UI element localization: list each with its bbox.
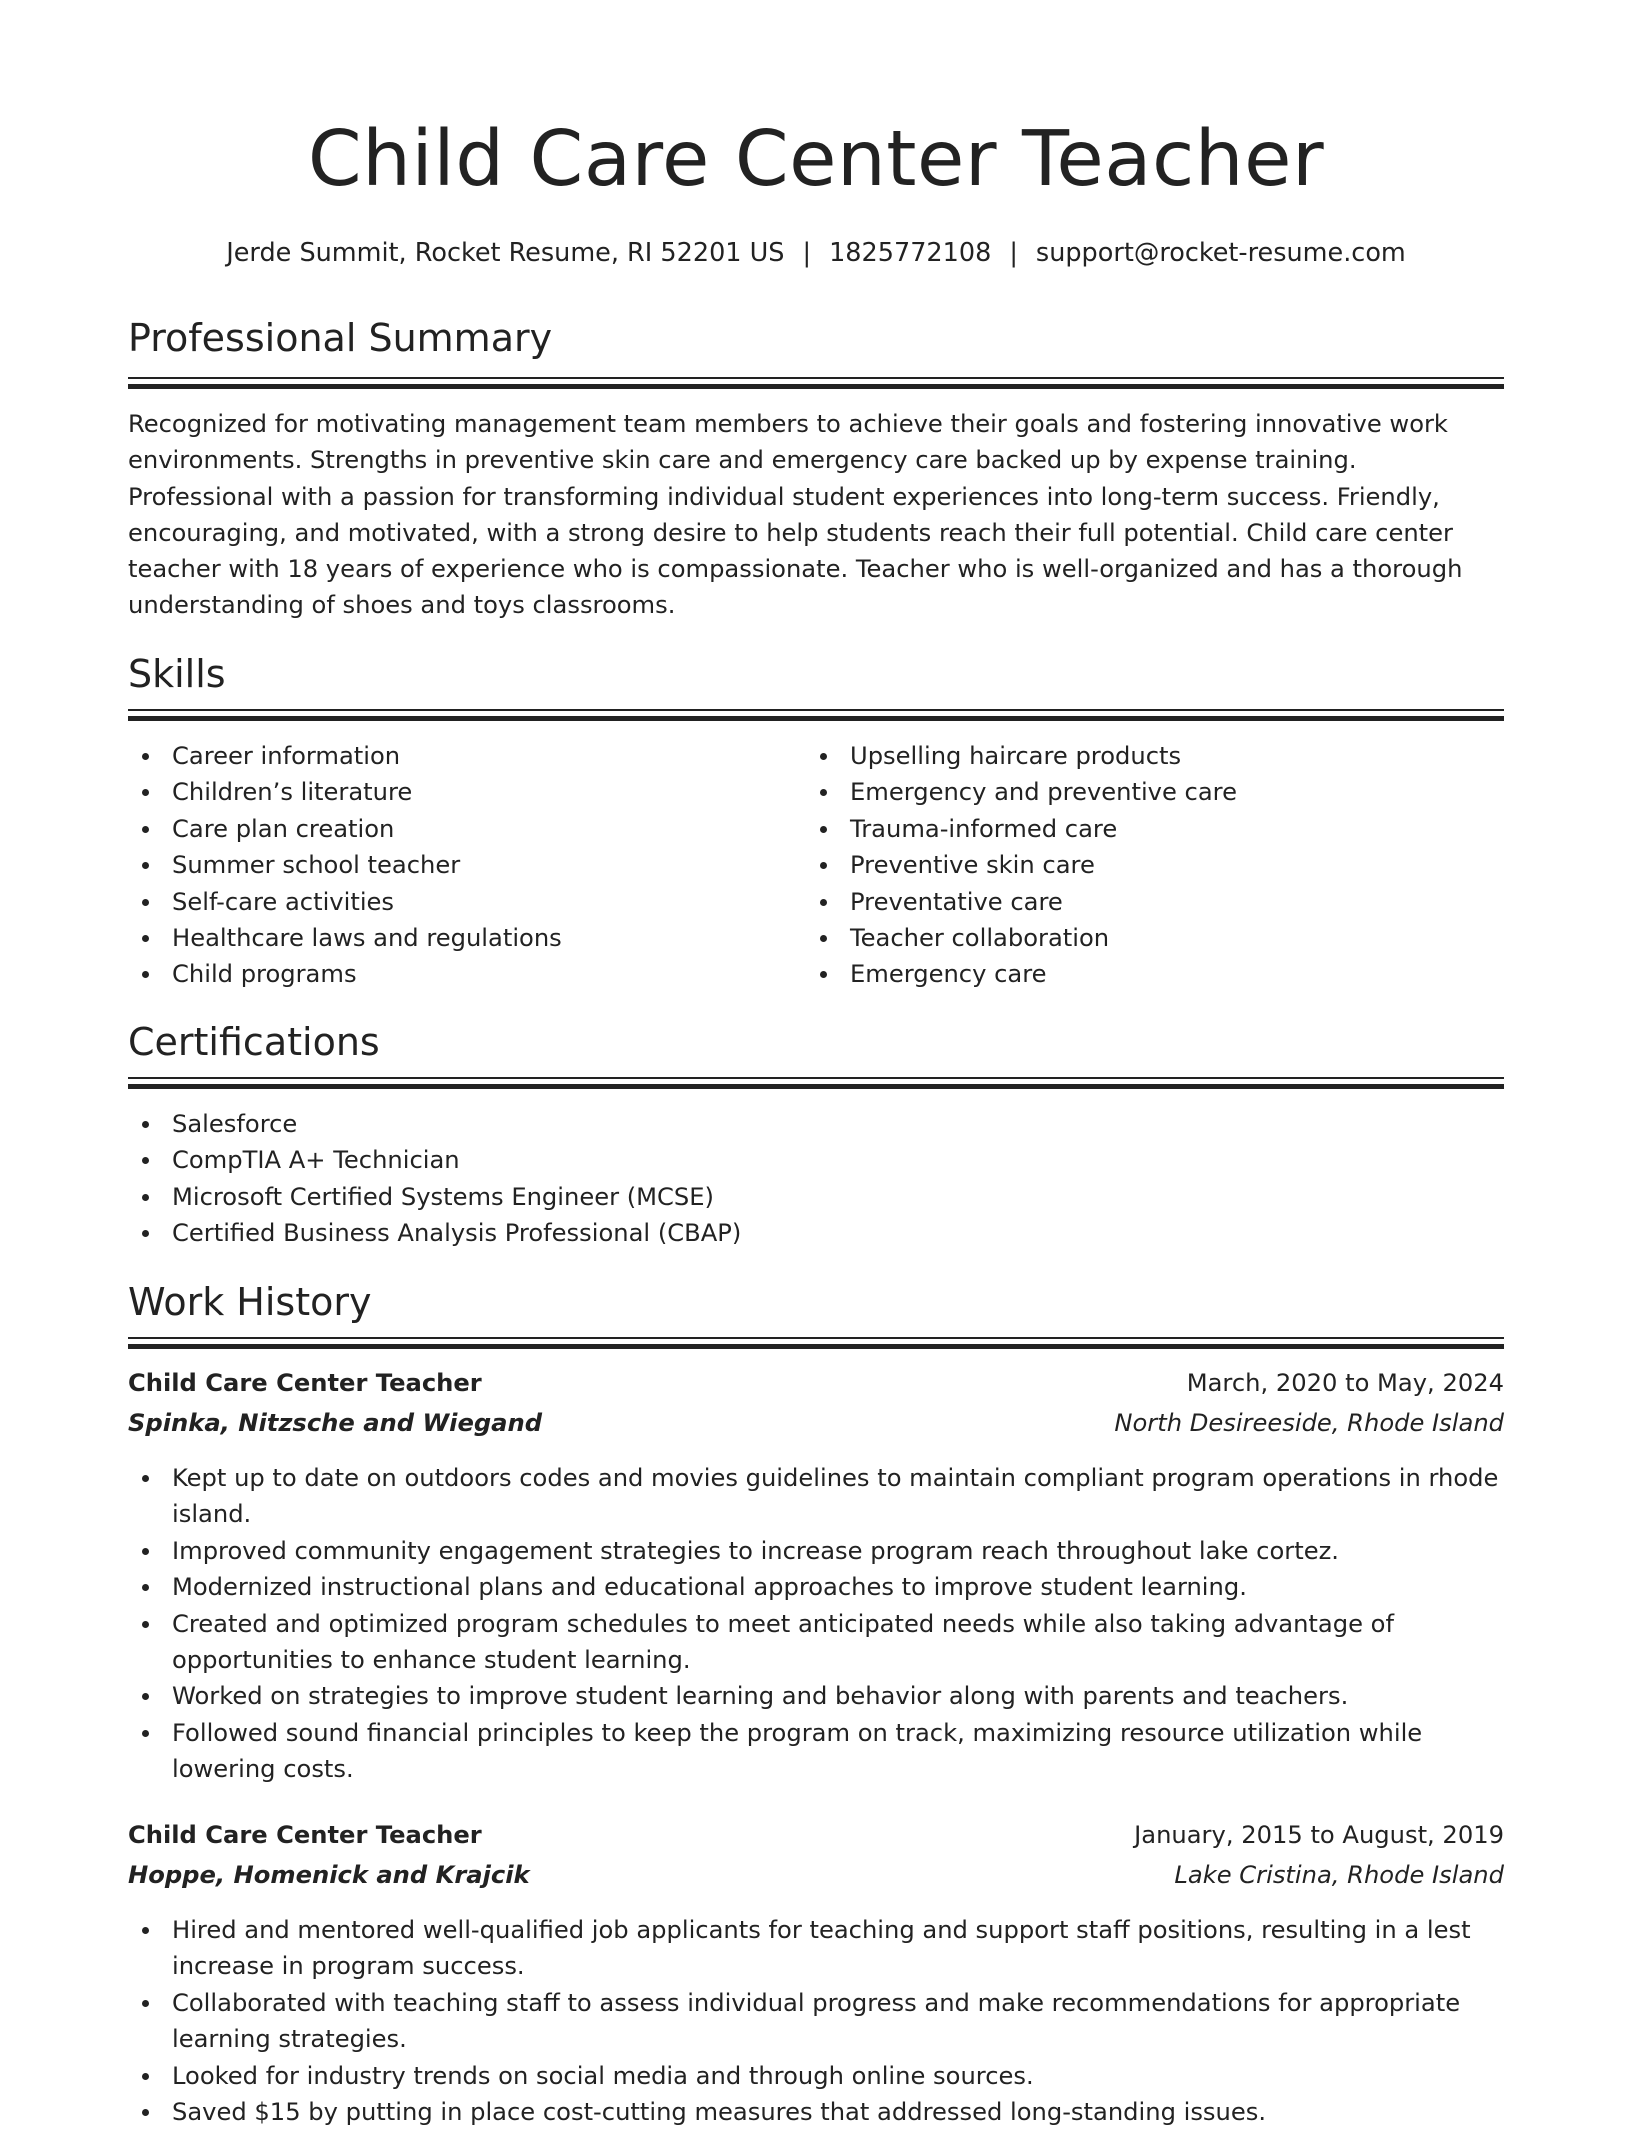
skill-item: Preventive skin care <box>806 847 1496 883</box>
responsibility-item: Followed sound financial principles to keep the program on track, maximizing resource utilization while lowering costs. <box>128 1715 1504 1788</box>
work-history-section <box>128 1282 1504 1324</box>
section-divider <box>128 377 1504 389</box>
responsibility-item: Kept up to date on outdoors codes and movies guidelines to maintain compliant program operations in rhode island. <box>128 1460 1504 1533</box>
job-responsibilities <box>128 1460 1504 1788</box>
job-title: Child Care Center Teacher <box>128 1821 482 1849</box>
section-heading-certifications: Certifications <box>128 1020 380 1064</box>
job-location: North Desireeside, Rhode Island <box>1114 1409 1504 1437</box>
responsibility-item: Saved $15 by putting in place cost-cutting measures that addressed long-standing issues. <box>128 2094 1504 2130</box>
section-heading-summary: Professional Summary <box>128 316 553 360</box>
summary-text: Recognized for motivating management team members to achieve their goals and fostering innovative work environments. Strengths in preventive skin care and emergency care backed up by expense training. Professional with a passion for transforming individual student experiences into long-term success. Friendly, encouraging, and motivated, with a strong desire to help students reach their full potential. Child care center teacher with 18 years of experience who is compassionate. Teacher who is well-organized and has a thorough understanding of shoes and toys classrooms. <box>128 410 1463 620</box>
contact-separator: | <box>1009 238 1018 268</box>
contact-address: Jerde Summit, Rocket Resume, RI 52201 US <box>226 238 785 268</box>
job-title: Child Care Center Teacher <box>128 1369 482 1397</box>
skill-item: Children’s literature <box>128 774 808 810</box>
certifications-list <box>128 1106 1504 1252</box>
job-subheader <box>128 1409 1504 1445</box>
skill-item: Teacher collaboration <box>806 920 1496 956</box>
skill-item: Emergency and preventive care <box>806 774 1496 810</box>
section-heading-skills: Skills <box>128 652 226 696</box>
responsibility-item: Collaborated with teaching staff to assess individual progress and make recommendations for appropriate learning strategies. <box>128 1985 1504 2058</box>
responsibility-item: Worked on strategies to improve student learning and behavior along with parents and teachers. <box>128 1678 1504 1714</box>
skill-item: Upselling haircare products <box>806 738 1496 774</box>
skill-item: Child programs <box>128 956 808 992</box>
skill-item: Emergency care <box>806 956 1496 992</box>
contact-line <box>128 238 1504 268</box>
skill-item: Career information <box>128 738 808 774</box>
resume-title: Child Care Center Teacher <box>307 115 1325 204</box>
job-responsibilities <box>128 1912 1504 2130</box>
skill-item: Care plan creation <box>128 811 808 847</box>
contact-separator: | <box>802 238 812 268</box>
skills-column-right <box>806 738 1496 993</box>
skill-item: Self-care activities <box>128 884 808 920</box>
responsibility-item: Created and optimized program schedules to meet anticipated needs while also taking advantage of opportunities to enhance student learning. <box>128 1606 1504 1679</box>
certification-item: Certified Business Analysis Professional (CBAP) <box>128 1215 1504 1251</box>
job-header <box>128 1369 1504 1405</box>
contact-email: support@rocket-resume.com <box>1035 238 1406 268</box>
job-dates: January, 2015 to August, 2019 <box>1134 1821 1504 1849</box>
job-location: Lake Cristina, Rhode Island <box>1174 1861 1504 1889</box>
job-header <box>128 1821 1504 1857</box>
job-dates: March, 2020 to May, 2024 <box>1186 1369 1504 1397</box>
skills-list <box>128 738 1504 998</box>
summary-section <box>128 318 1504 360</box>
certification-item: Salesforce <box>128 1106 1504 1142</box>
certification-item: Microsoft Certified Systems Engineer (MCSE) <box>128 1179 1504 1215</box>
skill-item: Trauma-informed care <box>806 811 1496 847</box>
skill-item: Healthcare laws and regulations <box>128 920 808 956</box>
job-subheader <box>128 1861 1504 1897</box>
skills-column-left <box>128 738 808 993</box>
section-divider <box>128 1077 1504 1089</box>
responsibility-item: Modernized instructional plans and educational approaches to improve student learning. <box>128 1569 1504 1605</box>
skill-item: Preventative care <box>806 884 1496 920</box>
responsibility-item: Improved community engagement strategies to increase program reach throughout lake cortez. <box>128 1533 1504 1569</box>
section-divider <box>128 1337 1504 1349</box>
responsibility-item: Looked for industry trends on social media and through online sources. <box>128 2058 1504 2094</box>
certification-item: CompTIA A+ Technician <box>128 1142 1504 1178</box>
contact-phone: 1825772108 <box>829 238 992 268</box>
responsibility-item: Hired and mentored well-qualified job applicants for teaching and support staff positions, resulting in a lest increase in program success. <box>128 1912 1504 1985</box>
section-heading-work-history: Work History <box>128 1280 372 1324</box>
section-divider <box>128 709 1504 721</box>
certifications-section <box>128 1022 1504 1064</box>
skill-item: Summer school teacher <box>128 847 808 883</box>
job-company: Hoppe, Homenick and Krajcik <box>128 1861 530 1889</box>
job-company: Spinka, Nitzsche and Wiegand <box>128 1409 543 1437</box>
skills-section <box>128 654 1504 696</box>
